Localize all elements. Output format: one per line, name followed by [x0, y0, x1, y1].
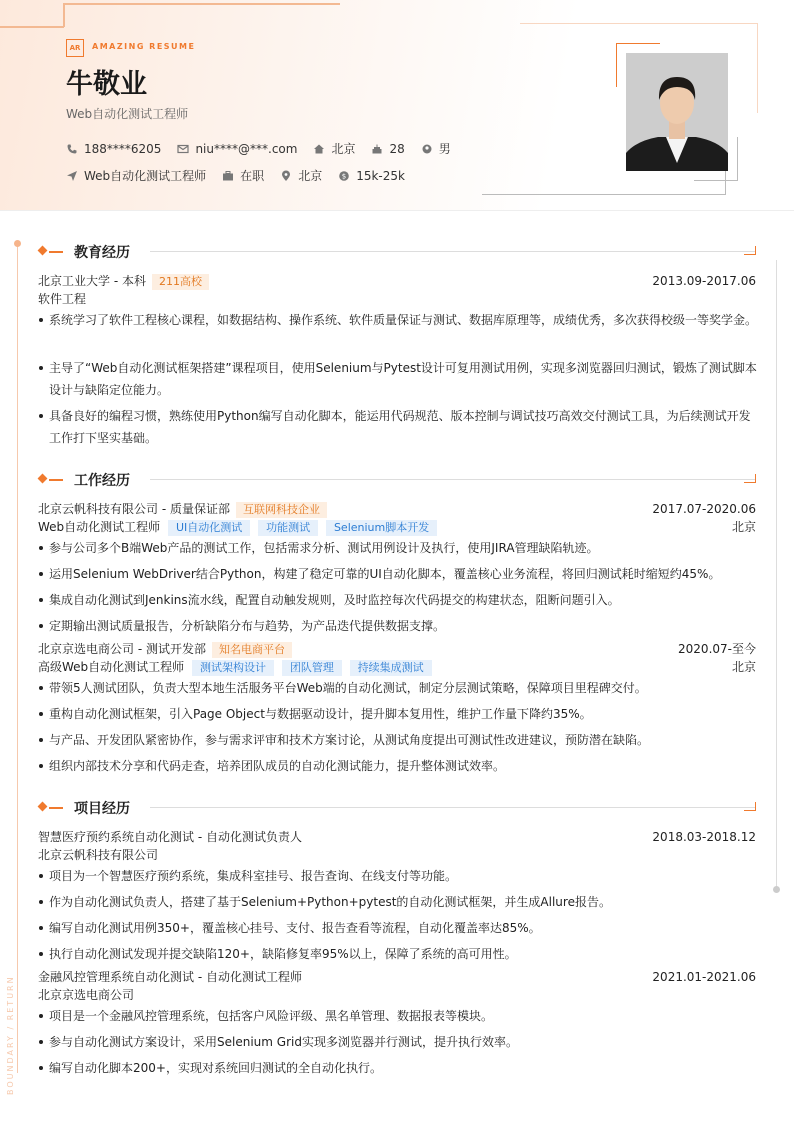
list-item: 带领5人测试团队，负责大型本地生活服务平台Web端的自动化测试，制定分层测试策略，保障项目里程碑交付。 — [38, 677, 758, 699]
briefcase-icon — [222, 170, 234, 182]
school-tag: 211高校 — [152, 274, 209, 290]
school-name: 北京工业大学 - 本科 — [38, 274, 146, 288]
city-item — [313, 140, 355, 157]
header-deco-line — [737, 137, 738, 181]
target-job-text: Web自动化测试工程师 — [84, 169, 207, 183]
section-rule — [150, 807, 756, 808]
header-deco-line — [63, 3, 340, 5]
header-deco-line — [0, 26, 64, 28]
mail-icon — [177, 143, 189, 155]
send-icon — [66, 170, 78, 182]
project-name: 金融风控管理系统自动化测试 - 自动化测试工程师 — [38, 970, 302, 984]
profile-photo — [626, 53, 728, 171]
project-entry-2 — [38, 968, 756, 986]
work-city: 北京 — [731, 520, 756, 534]
role-title: Web自动化测试工程师 — [38, 520, 161, 534]
company-tag: 知名电商平台 — [212, 642, 292, 658]
company-tag: 互联网科技企业 — [236, 502, 327, 518]
list-item: 作为自动化测试负责人，搭建了基于Selenium+Python+pytest的自动化测试框架，并生成Allure报告。 — [38, 891, 758, 913]
section-title: 工作经历 — [74, 473, 130, 489]
list-item: 运用Selenium WebDriver结合Python，构建了稳定可靠的UI自动化脚本，覆盖核心业务流程，将回归测试耗时缩短约45%。 — [38, 563, 758, 585]
project-date: 2018.03-2018.12 — [652, 830, 756, 844]
money-icon — [338, 170, 350, 182]
age-text: 28 — [389, 141, 405, 156]
skill-tag: 测试架构设计 — [192, 660, 274, 676]
logo-text: AMAZING RESUME — [92, 42, 196, 51]
gender-text: 男 — [438, 142, 451, 156]
project-company: 北京云帆科技有限公司 — [38, 848, 159, 862]
target-city-text: 北京 — [298, 169, 323, 183]
job-intent-row — [66, 167, 411, 184]
skill-tag: UI自动化测试 — [168, 520, 250, 536]
list-item: 编写自动化脚本200+，实现对系统回归测试的全自动化执行。 — [38, 1057, 758, 1079]
target-city-item — [280, 167, 322, 184]
list-item: 组织内部技术分享和代码走查，培养团队成员的自动化测试能力，提升整体测试效率。 — [38, 755, 758, 777]
education-major: 软件工程 — [38, 292, 87, 306]
skill-tag: 功能测试 — [258, 520, 318, 536]
company-name: 北京京选电商公司 - 测试开发部 — [38, 642, 206, 656]
list-item: 参与公司多个B端Web产品的测试工作，包括需求分析、测试用例设计及执行，使用JIRA管理缺陷轨迹。 — [38, 537, 758, 559]
timeline-line — [17, 243, 18, 1073]
section-title: 教育经历 — [74, 245, 130, 261]
gender-item — [421, 140, 451, 157]
gender-icon — [421, 143, 433, 155]
diamond-icon — [38, 802, 48, 812]
list-item: 编写自动化测试用例350+，覆盖核心挂号、支付、报告查看等流程，自动化覆盖率达85%。 — [38, 917, 758, 939]
list-item: 集成自动化测试到Jenkins流水线，配置自动触发规则，及时监控每次代码提交的构建状态，阻断问题引入。 — [38, 589, 758, 611]
section-work-header — [38, 470, 756, 490]
email-item — [177, 142, 297, 156]
candidate-title: Web自动化测试工程师 — [66, 107, 189, 121]
contact-row — [66, 140, 457, 157]
phone-item — [66, 142, 161, 156]
list-item: 参与自动化测试方案设计，采用Selenium Grid实现多浏览器并行测试，提升执行效率。 — [38, 1031, 758, 1053]
work-date: 2017.07-2020.06 — [652, 502, 756, 516]
timeline-dot — [14, 240, 21, 247]
right-deco-line — [776, 260, 777, 890]
company-name: 北京云帆科技有限公司 - 质量保证部 — [38, 502, 230, 516]
salary-text: 15k-25k — [356, 168, 405, 183]
work-entry-2 — [38, 640, 756, 658]
location-pin-icon — [280, 170, 292, 182]
side-watermark: BOUNDARY / RETURN — [6, 975, 15, 1095]
work-date: 2020.07-至今 — [678, 642, 756, 656]
education-date: 2013.09-2017.06 — [652, 274, 756, 288]
logo-mark: AR — [66, 39, 84, 57]
diamond-icon — [38, 246, 48, 256]
work-role-row — [38, 518, 756, 536]
header-deco-line — [757, 23, 758, 113]
salary-item — [338, 169, 405, 183]
project-entry-1 — [38, 828, 756, 846]
section-corner — [744, 246, 756, 255]
list-item: 项目为一个智慧医疗预约系统，集成科室挂号、报告查询、在线支付等功能。 — [38, 865, 758, 887]
project-date: 2021.01-2021.06 — [652, 970, 756, 984]
list-item: 系统学习了软件工程核心课程，如数据结构、操作系统、软件质量保证与测试、数据库原理等，成绩优秀，多次获得校级一等奖学金。 — [38, 309, 758, 331]
status-item — [222, 167, 264, 184]
section-corner — [744, 474, 756, 483]
section-title: 项目经历 — [74, 801, 130, 817]
section-corner — [744, 802, 756, 811]
list-item: 具备良好的编程习惯，熟练使用Python编写自动化脚本，能运用代码规范、版本控制与调试技巧高效交付测试工具，为后续测试开发工作打下坚实基础。 — [38, 405, 758, 449]
list-item: 定期输出测试质量报告，分析缺陷分布与趋势，为产品迭代提供数据支撑。 — [38, 615, 758, 637]
target-job-item — [66, 167, 206, 184]
skill-tag: Selenium脚本开发 — [326, 520, 437, 536]
section-rule — [150, 251, 756, 252]
header-deco-line — [520, 23, 758, 24]
section-dash — [49, 479, 63, 481]
section-dash — [49, 807, 63, 809]
phone-icon — [66, 143, 78, 155]
education-entry — [38, 272, 756, 290]
avatar — [626, 53, 728, 171]
work-city: 北京 — [731, 660, 756, 674]
header-deco-line — [694, 180, 738, 181]
section-dash — [49, 251, 63, 253]
candidate-name: 牛敬业 — [66, 69, 147, 100]
diamond-icon — [38, 474, 48, 484]
svg-text:$: $ — [341, 172, 347, 180]
list-item: 重构自动化测试框架，引入Page Object与数据驱动设计，提升脚本复用性，维护工作量下降约35%。 — [38, 703, 758, 725]
role-title: 高级Web自动化测试工程师 — [38, 660, 185, 674]
phone-text: 188****6205 — [84, 141, 162, 156]
work-role-row — [38, 658, 756, 676]
right-deco-dot — [773, 886, 780, 893]
status-text: 在职 — [240, 169, 265, 183]
section-project-header — [38, 798, 756, 818]
photo-corner — [616, 43, 660, 44]
project-name: 智慧医疗预约系统自动化测试 - 自动化测试负责人 — [38, 830, 302, 844]
photo-corner — [616, 43, 617, 87]
list-item: 与产品、开发团队紧密协作，参与需求评审和技术方案讨论，从测试角度提出可测试性改进建议，预防潜在缺陷。 — [38, 729, 758, 751]
email-text: niu****@***.com — [195, 141, 298, 156]
section-education-header — [38, 242, 756, 262]
section-rule — [150, 479, 756, 480]
skill-tag: 团队管理 — [282, 660, 342, 676]
list-item: 项目是一个金融风控管理系统，包括客户风险评级、黑名单管理、数据报表等模块。 — [38, 1005, 758, 1027]
list-item: 主导了“Web自动化测试框架搭建”课程项目，使用Selenium与Pytest设计可复用测试用例，实现多浏览器回归测试，锻炼了测试脚本设计与缺陷定位能力。 — [38, 357, 758, 401]
work-entry-1 — [38, 500, 756, 518]
cake-icon — [371, 143, 383, 155]
list-item: 执行自动化测试发现并提交缺陷120+，缺陷修复率95%以上，保障了系统的高可用性。 — [38, 943, 758, 965]
home-icon — [313, 143, 325, 155]
age-item — [371, 142, 404, 156]
project-company: 北京京选电商公司 — [38, 988, 135, 1002]
header-deco-line — [482, 194, 726, 195]
header-deco-line — [63, 3, 65, 27]
city-text: 北京 — [331, 142, 356, 156]
skill-tag: 持续集成测试 — [350, 660, 432, 676]
